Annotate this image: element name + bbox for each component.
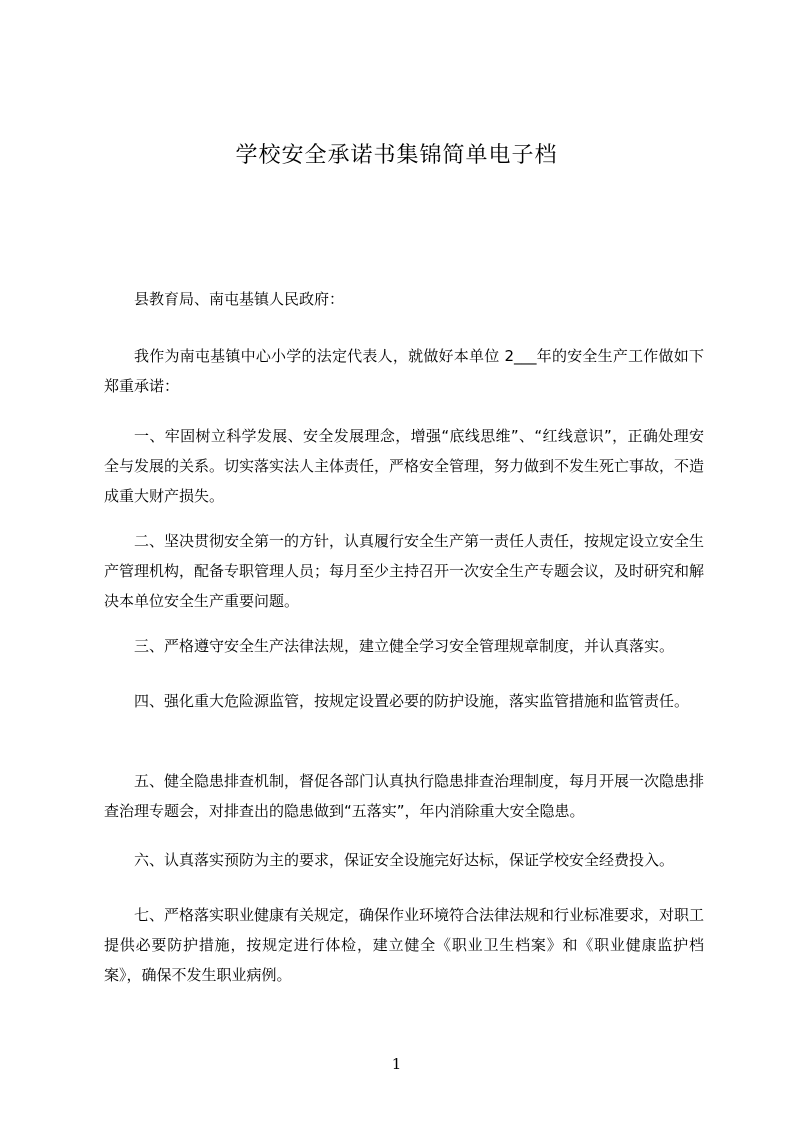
- commitment-paragraph-2: [104, 526, 704, 616]
- commitment-text-7: 七、严格落实职业健康有关规定，确保作业环境符合法律法规和行业标准要求，对职工提供必要防护措施，按规定进行体检，建立健全《职业卫生档案》和《职业健康监护档案》，确保不发生职业病例。: [104, 906, 705, 984]
- page-number: 1: [391, 1055, 402, 1073]
- commitment-text-6: 六、认真落实预防为主的要求，保证安全设施完好达标，保证学校安全经费投入。: [134, 851, 675, 869]
- commitment-paragraph-1: [104, 421, 704, 511]
- commitment-text-4: 四、强化重大危险源监管，按规定设置必要的防护设施，落实监管措施和监管责任。: [134, 692, 690, 710]
- commitment-text-1: 一、牢固树立科学发展、安全发展理念，增强“底线思维”、“红线意识”，正确处理安全与发展的关系。切实落实法人主体责任，严格安全管理，努力做到不发生死亡事故，不造成重大财产损失。: [104, 427, 705, 505]
- commitment-paragraph-6: [104, 845, 704, 875]
- intro-text: 我作为南屯基镇中心小学的法定代表人，就做好本单位 2___年的安全生产工作做如下郑重承诺：: [104, 347, 704, 395]
- commitment-paragraph-7: [104, 900, 704, 990]
- document-title: 学校安全承诺书集锦简单电子档: [235, 143, 558, 168]
- commitment-text-3: 三、严格遵守安全生产法律法规，建立健全学习安全管理规章制度，并认真落实。: [134, 637, 675, 655]
- commitment-paragraph-3: [104, 631, 704, 661]
- intro-paragraph: [104, 341, 704, 401]
- commitment-paragraph-5: [104, 766, 704, 826]
- greeting-text: 县教育局、南屯基镇人民政府：: [134, 290, 345, 308]
- greeting-line: [104, 284, 704, 314]
- commitment-text-2: 二、坚决贯彻安全第一的方针，认真履行安全生产第一责任人责任，按规定设立安全生产管理机构，配备专职管理人员；每月至少主持召开一次安全生产专题会议，及时研究和解决本单位安全生产重要问题。: [104, 532, 705, 610]
- commitment-text-5: 五、健全隐患排查机制，督促各部门认真执行隐患排查治理制度，每月开展一次隐患排查治理专题会，对排查出的隐患做到“五落实”，年内消除重大安全隐患。: [104, 772, 705, 820]
- commitment-paragraph-4: [104, 686, 704, 716]
